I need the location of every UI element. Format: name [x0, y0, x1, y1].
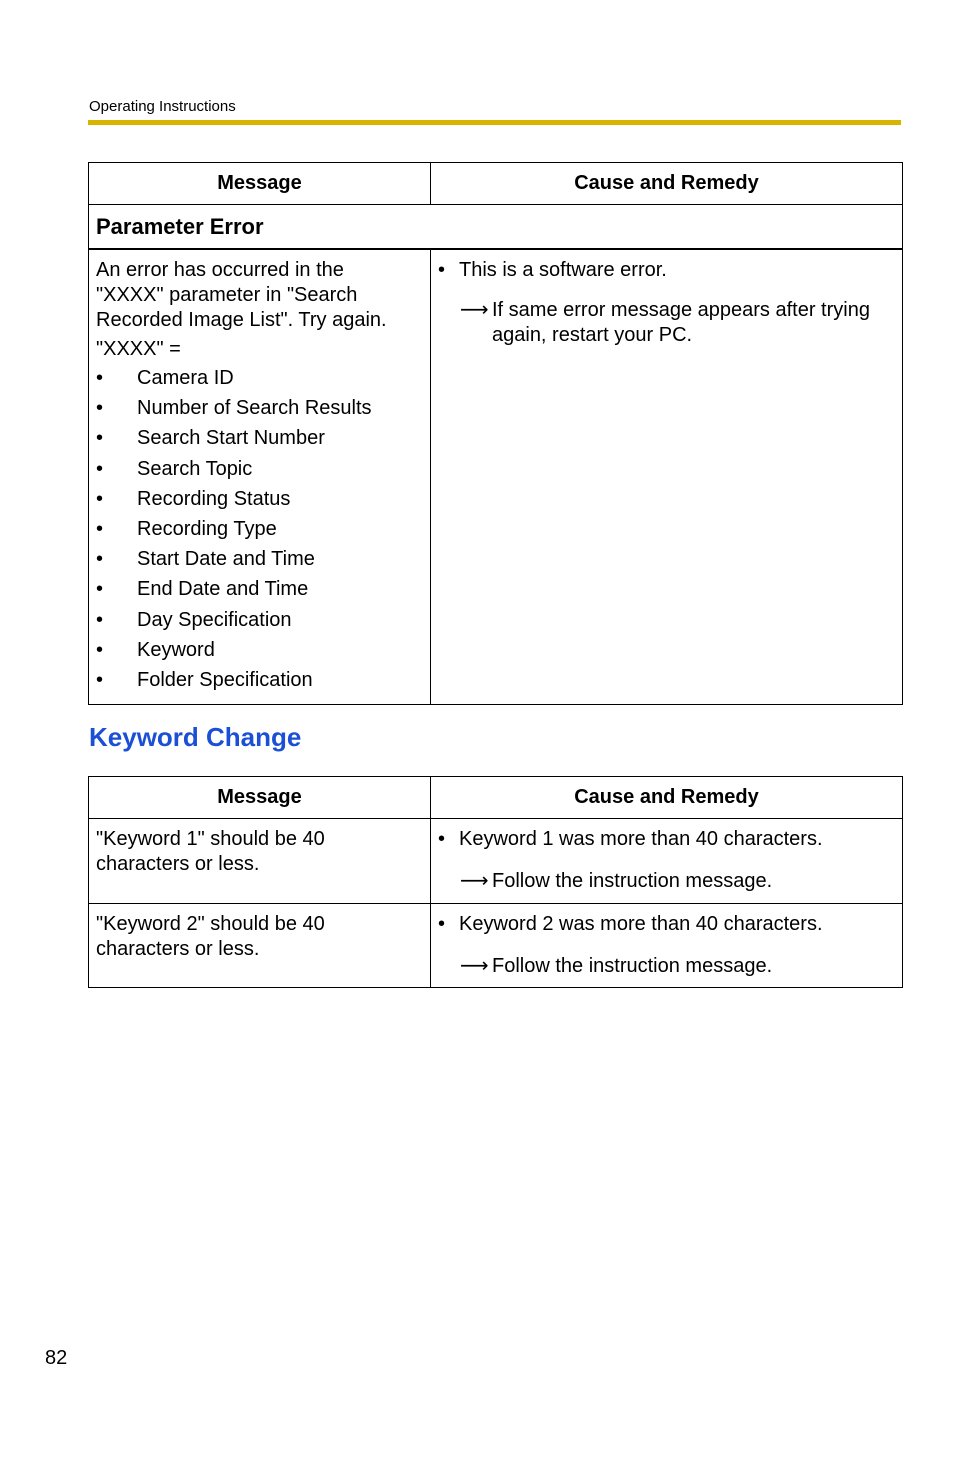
list-item: • Recording Type [96, 517, 277, 540]
list-item: • Start Date and Time [96, 548, 315, 571]
cause-cell [431, 904, 903, 988]
message-line: "XXXX" parameter in "Search [96, 284, 358, 306]
list-item: • Search Topic [96, 457, 253, 480]
arrow-right-icon: ⟶ [460, 870, 489, 892]
xxxx-label: "XXXX" = [96, 338, 181, 360]
remedy-line: ⟶ Follow the instruction message. [460, 870, 773, 892]
message-line: characters or less. [96, 938, 260, 960]
column-header-cause: Cause and Remedy [431, 777, 903, 819]
column-header-cause: Cause and Remedy [431, 163, 903, 205]
parameter-list [96, 366, 424, 698]
list-item: • End Date and Time [96, 578, 309, 601]
parameter-error-table [88, 162, 903, 705]
arrow-right-icon: ⟶ [460, 299, 489, 321]
keyword-change-table [88, 776, 903, 988]
message-cell [89, 819, 431, 904]
remedy-line: ⟶ If same error message appears after trying again, restart your PC. [460, 299, 870, 346]
list-item: • Number of Search Results [96, 397, 372, 420]
message-line: "Keyword 1" should be 40 [96, 828, 325, 850]
cause-cell [431, 819, 903, 904]
message-line: characters or less. [96, 853, 260, 875]
message-cell [89, 249, 431, 705]
running-header: Operating Instructions [89, 98, 236, 115]
list-item: • Day Specification [96, 608, 292, 631]
list-item: • Recording Status [96, 487, 291, 510]
section-title: Keyword Change [89, 722, 302, 752]
remedy-line: ⟶ Follow the instruction message. [460, 955, 773, 977]
message-line: "Keyword 2" should be 40 [96, 913, 325, 935]
table-row [89, 904, 903, 988]
message-cell [89, 904, 431, 988]
cause-bullet: • This is a software error. [438, 259, 667, 281]
column-header-message: Message [89, 163, 431, 205]
list-item: • Camera ID [96, 367, 234, 389]
list-item: • Folder Specification [96, 668, 313, 691]
list-item: • Keyword [96, 638, 215, 661]
table-row [89, 819, 903, 904]
list-item: • Search Start Number [96, 427, 325, 450]
cause-bullet: • Keyword 2 was more than 40 characters. [438, 913, 823, 935]
cause-cell [431, 249, 903, 705]
header-rule [88, 120, 901, 125]
section-heading-parameter-error: Parameter Error [89, 205, 903, 250]
cause-bullet: • Keyword 1 was more than 40 characters. [438, 828, 823, 850]
arrow-right-icon: ⟶ [460, 955, 489, 977]
column-header-message: Message [89, 777, 431, 819]
page-number: 82 [45, 1347, 68, 1369]
message-line: Recorded Image List". Try again. [96, 309, 387, 331]
message-line: An error has occurred in the [96, 259, 344, 281]
